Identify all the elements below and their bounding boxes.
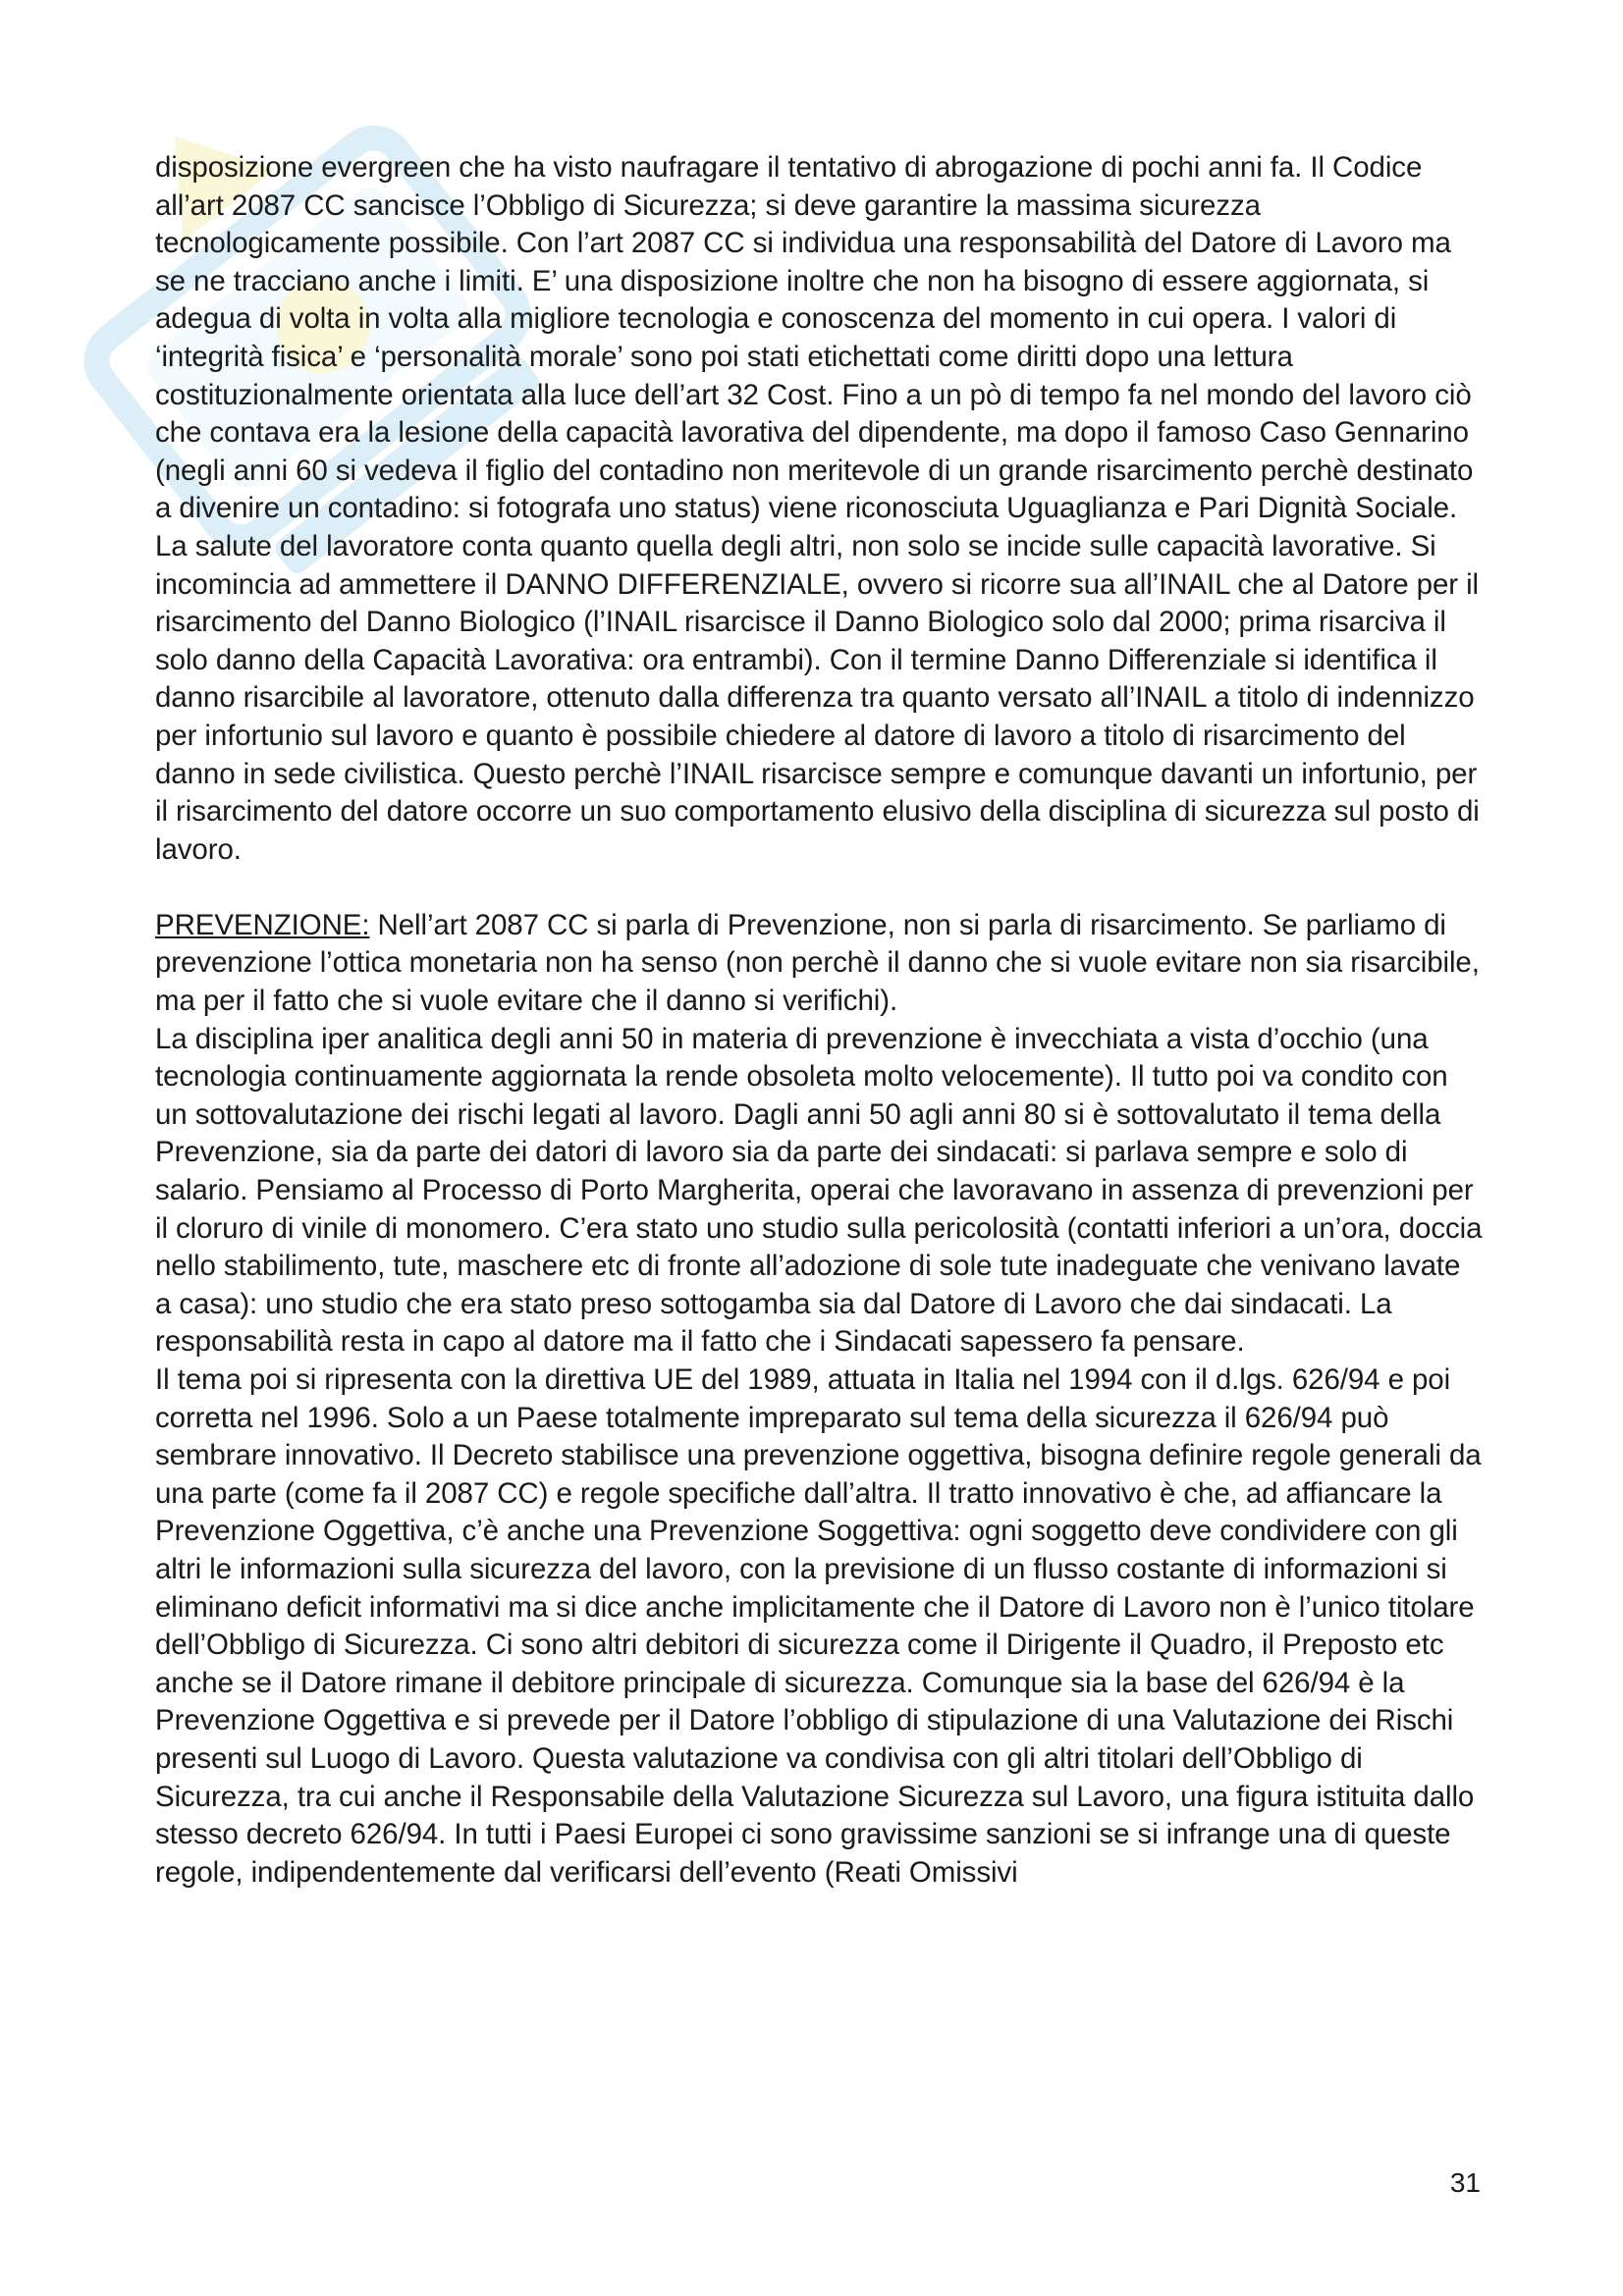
page-number: 31 bbox=[1449, 2167, 1481, 2198]
paragraph-disciplina-anni-50: La disciplina iper analitica degli anni 50 in materia di prevenzione è invecchiata a vista d’occhio (una tecnologia continuamente aggiornata la rende obsoleta molto velocemente). Il tutto poi va condito con un sottovalutazione dei rischi legati al lavoro. Dagli anni 50 agli anni 80 si è sottovalutato il tema della Prevenzione, sia da parte dei datori di lavoro sia da parte dei sindacati: si parlava sempre e solo di salario. Pensiamo al Processo di Porto Margherita, operai che lavoravano in assenza di prevenzioni per il cloruro di vinile di monomero. C’era stato uno studio sulla pericolosità (contatti inferiori a un’ora, doccia nello stabilimento, tute, maschere etc di fronte all’adozione di sole tute inadeguate che venivano lavate a casa): uno studio che era stato preso sottogamba sia dal Datore di Lavoro che dai sindacati. La responsabilità resta in capo al datore ma il fatto che i Sindacati sapessero fa pensare. bbox=[155, 1022, 1483, 1359]
section-heading-prevenzione: PREVENZIONE: bbox=[155, 908, 370, 941]
paragraph-direttiva-ue: Il tema poi si ripresenta con la direttiva UE del 1989, attuata in Italia nel 1994 con il d.lgs. 626/94 e poi corretta nel 1996. Solo a un Paese totalmente impreparato sul tema della sicurezza il 626/94 può sembrare innovativo. Il Decreto stabilisce una prevenzione oggettiva, bisogna definire regole generali da una parte (come fa il 2087 CC) e regole specifiche dall’altra. Il tratto innovativo è che, ad affiancare la Prevenzione Oggettiva, c’è anche una Prevenzione Soggettiva: ogni soggetto deve condividere con gli altri le informazioni sulla sicurezza del lavoro, con la previsione di un flusso costante di informazioni si eliminano deficit informativi ma si dice anche implicitamente che il Datore di Lavoro non è l’unico titolare dell’Obbligo di Sicurezza. Ci sono altri debitori di sicurezza come il Dirigente il Quadro, il Preposto etc anche se il Datore rimane il debitore principale di sicurezza. Comunque sia la base del 626/94 è la Prevenzione Oggettiva e si prevede per il Datore l’obbligo di stipulazione di una Valutazione dei Rischi presenti sul Luogo di Lavoro. Questa valutazione va condivisa con gli altri titolari dell’Obbligo di Sicurezza, tra cui anche il Responsabile della Valutazione Sicurezza sul Lavoro, una figura istituita dallo stesso decreto 626/94. In tutti i Paesi Europei ci sono gravissime sanzioni se si infrange una di queste regole, indipendentemente dal verificarsi dell’evento (Reati Omissivi bbox=[155, 1363, 1482, 1889]
document-body bbox=[155, 149, 1483, 1892]
paragraph-prevenzione bbox=[155, 907, 1483, 1021]
paragraph-prevenzione-text: Nell’art 2087 CC si parla di Prevenzione, non si parla di risarcimento. Se parliamo di prevenzione l’ottica monetaria non ha senso (non perchè il danno che si vuole evitare non sia risarcibile, ma per il fatto che si vuole evitare che il danno si verifichi). bbox=[155, 908, 1480, 1018]
paragraph-obbligo-sicurezza: disposizione evergreen che ha visto naufragare il tentativo di abrogazione di pochi anni fa. Il Codice all’art 2087 CC sancisce l’Obbligo di Sicurezza; si deve garantire la massima sicurezza tecnologicamente possibile. Con l’art 2087 CC si individua una responsabilità del Datore di Lavoro ma se ne tracciano anche i limiti. E’ una disposizione inoltre che non ha bisogno di essere aggiornata, si adegua di volta in volta alla migliore tecnologia e conoscenza del momento in cui opera. I valori di ‘integrità fisica’ e ‘personalità morale’ sono poi stati etichettati come diritti dopo una lettura costituzionalmente orientata alla luce dell’art 32 Cost. Fino a un pò di tempo fa nel mondo del lavoro ciò che contava era la lesione della capacità lavorativa del dipendente, ma dopo il famoso Caso Gennarino (negli anni 60 si vedeva il figlio del contadino non meritevole di un grande risarcimento perchè destinato a divenire un contadino: si fotografa uno status) viene riconosciuta Uguaglianza e Pari Dignità Sociale. La salute del lavoratore conta quanto quella degli altri, non solo se incide sulle capacità lavorative. Si incomincia ad ammettere il DANNO DIFFERENZIALE, ovvero si ricorre sua all’INAIL che al Datore per il risarcimento del Danno Biologico (l’INAIL risarcisce il Danno Biologico solo dal 2000; prima risarciva il solo danno della Capacità Lavorativa: ora entrambi). Con il termine Danno Differenziale si identifica il danno risarcibile al lavoratore, ottenuto dalla differenza tra quanto versato all’INAIL a titolo di indennizzo per infortunio sul lavoro e quanto è possibile chiedere al datore di lavoro a titolo di risarcimento del danno in sede civilistica. Questo perchè l’INAIL risarcisce sempre e comunque davanti un infortunio, per il risarcimento del datore occorre un suo comportamento elusivo della disciplina di sicurezza sul posto di lavoro. bbox=[155, 151, 1480, 866]
paragraph-spacer bbox=[155, 869, 1483, 907]
